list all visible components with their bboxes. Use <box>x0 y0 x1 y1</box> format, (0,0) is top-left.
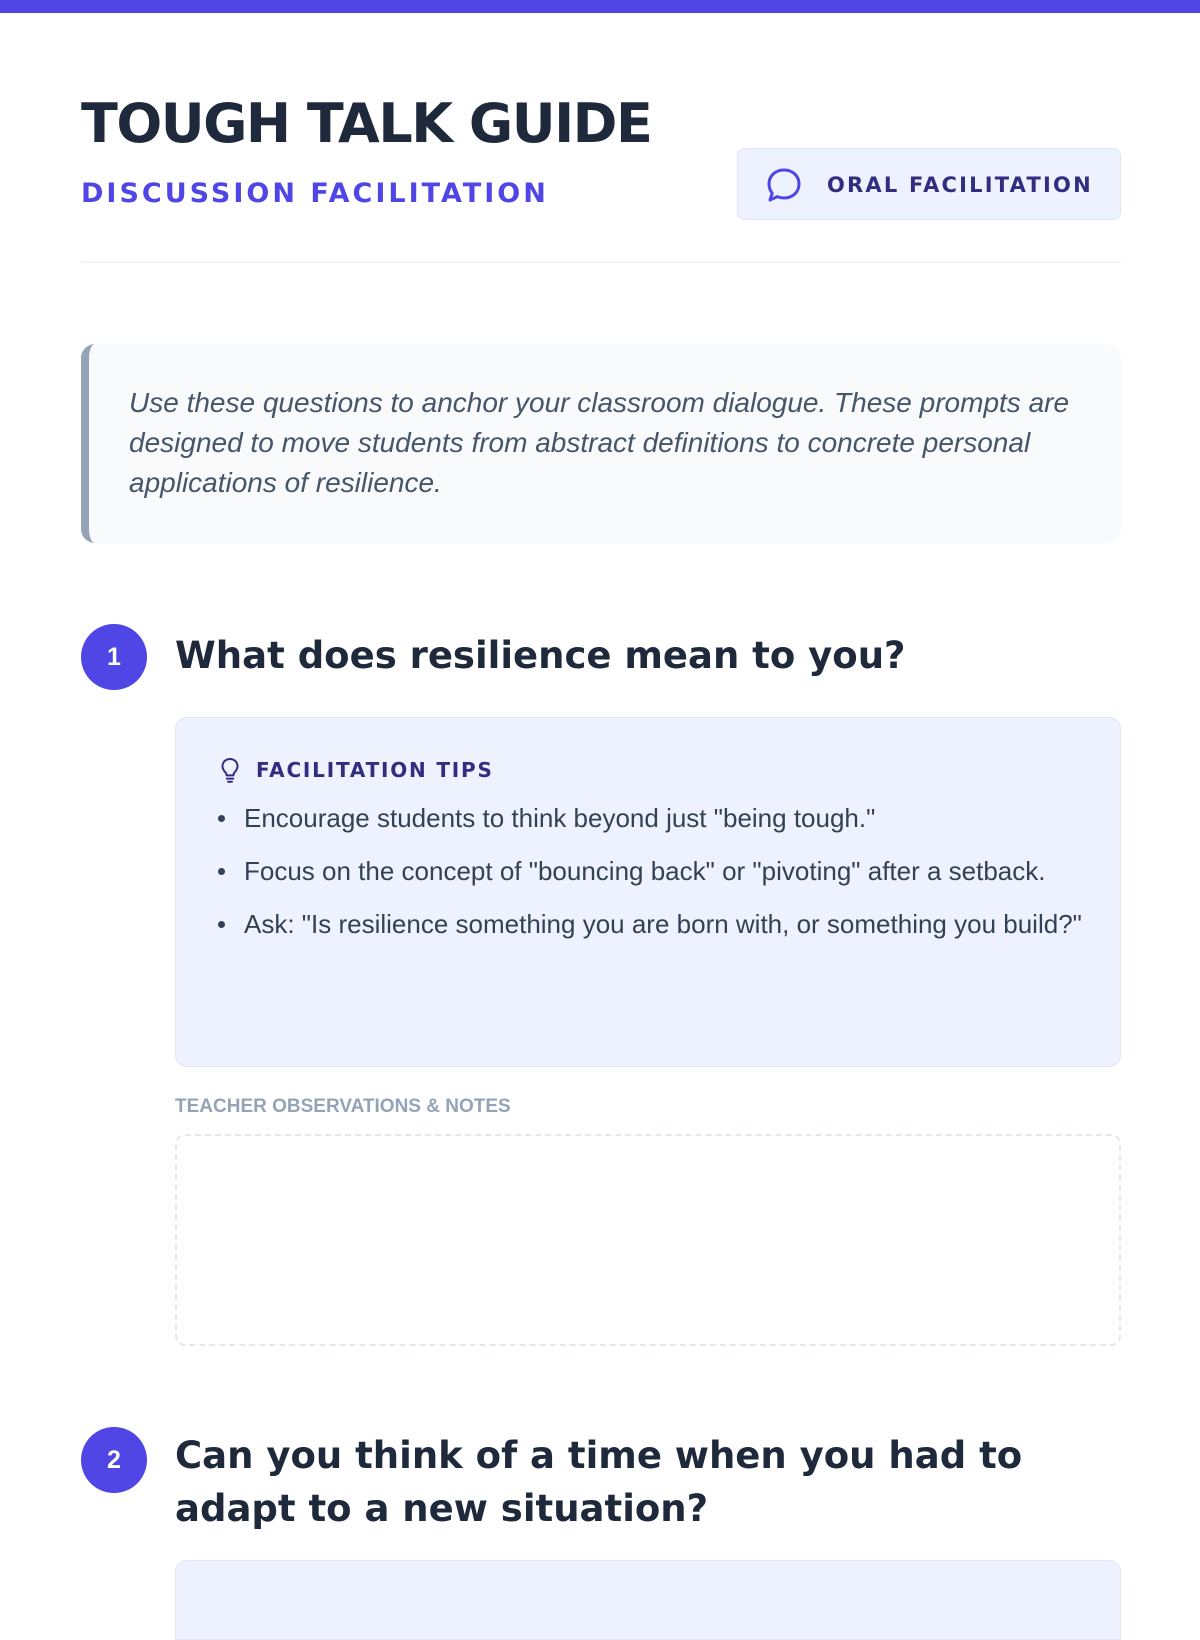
tip-item <box>218 851 1084 891</box>
tip-text: Ask: "Is resilience something you are born with, or something you build?" <box>244 909 1082 939</box>
tips-list <box>218 798 1084 957</box>
question-text: What does resilience mean to you? <box>175 634 906 677</box>
intro-callout <box>81 344 1121 543</box>
page-header <box>81 0 1121 263</box>
tip-item <box>218 798 1084 838</box>
guide-page <box>81 0 1121 1530</box>
facilitation-tips-box <box>175 1560 1121 1640</box>
tip-item <box>218 904 1084 944</box>
tip-text: Encourage students to think beyond just "being tough." <box>244 803 876 833</box>
bullet-icon <box>218 868 225 875</box>
bullet-icon <box>218 921 225 928</box>
notes-label: TEACHER OBSERVATIONS & NOTES <box>175 1096 511 1117</box>
intro-text: Use these questions to anchor your classroom dialogue. These prompts are designed to move students from abstract definitions to concrete personal applications of resilience. <box>129 387 1070 498</box>
page-title: TOUGH TALK GUIDE <box>81 92 652 155</box>
question-number-badge: 1 <box>81 624 147 690</box>
mode-badge <box>737 148 1121 220</box>
tips-header <box>218 756 494 784</box>
question-number-badge: 2 <box>81 1427 147 1493</box>
facilitation-tips-box <box>175 717 1121 1067</box>
lightbulb-icon <box>218 756 242 784</box>
tip-text: Focus on the concept of "bouncing back" or "pivoting" after a setback. <box>244 856 1046 886</box>
bullet-icon <box>218 815 225 822</box>
chat-bubble-icon <box>764 165 804 205</box>
question-text: Can you think of a time when you had to adapt to a new situation? <box>175 1434 1023 1530</box>
notes-field[interactable] <box>175 1134 1121 1346</box>
tips-label: FACILITATION TIPS <box>256 758 494 782</box>
page-subtitle: DISCUSSION FACILITATION <box>81 178 549 209</box>
badge-label: ORAL FACILITATION <box>827 173 1093 197</box>
